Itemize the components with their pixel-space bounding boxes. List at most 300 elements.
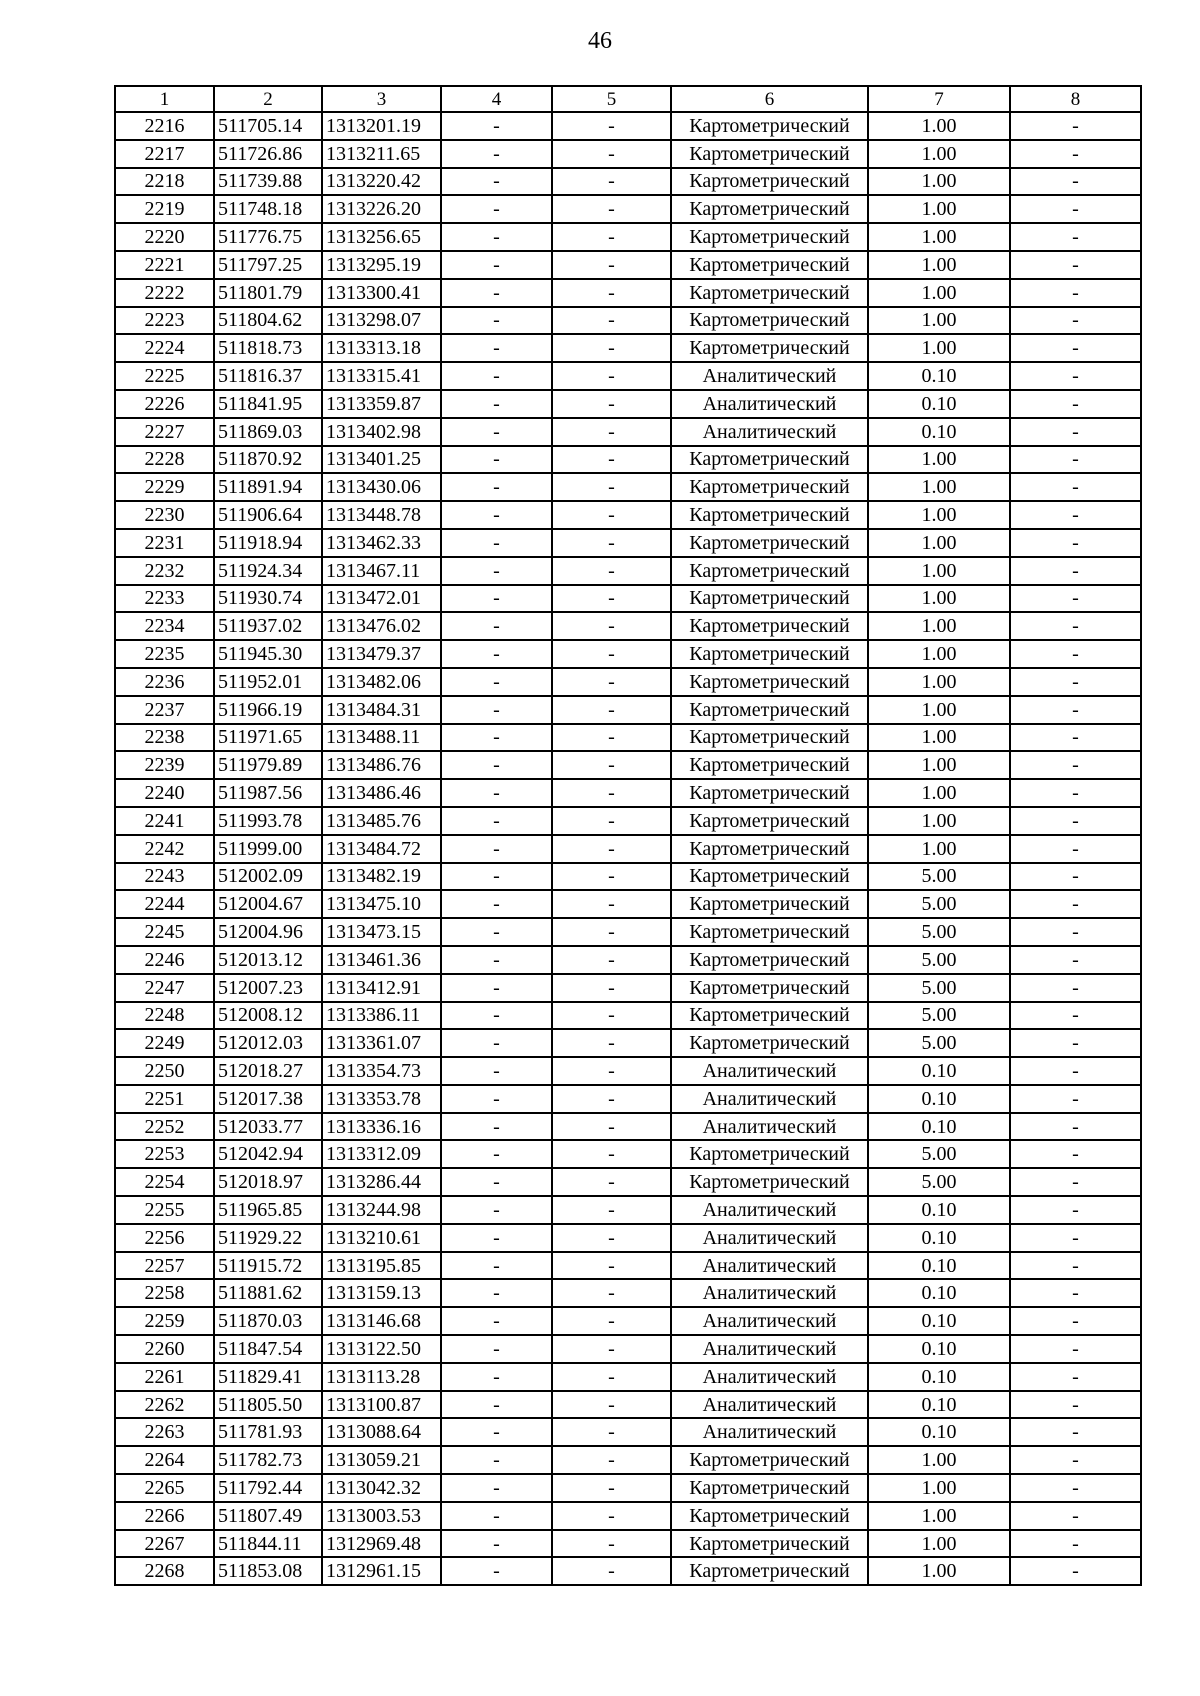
method-cell: Аналитический — [671, 1196, 868, 1224]
col8-cell: - — [1010, 1335, 1141, 1363]
x-coordinate-cell: 511847.54 — [214, 1335, 322, 1363]
point-number-cell: 2223 — [115, 307, 214, 335]
method-cell: Картометрический — [671, 140, 868, 168]
y-coordinate-cell: 1313211.65 — [322, 140, 441, 168]
col4-cell: - — [441, 1446, 552, 1474]
x-coordinate-cell: 511930.74 — [214, 585, 322, 613]
method-cell: Картометрический — [671, 640, 868, 668]
x-coordinate-cell: 511918.94 — [214, 529, 322, 557]
col5-cell: - — [552, 918, 671, 946]
col4-cell: - — [441, 585, 552, 613]
accuracy-cell: 5.00 — [868, 863, 1010, 891]
table-row — [115, 529, 1141, 557]
accuracy-cell: 1.00 — [868, 140, 1010, 168]
point-number-cell: 2230 — [115, 501, 214, 529]
col5-cell: - — [552, 724, 671, 752]
col4-cell: - — [441, 446, 552, 474]
point-number-cell: 2256 — [115, 1224, 214, 1252]
point-number-cell: 2235 — [115, 640, 214, 668]
x-coordinate-cell: 511705.14 — [214, 112, 322, 140]
y-coordinate-cell: 1313448.78 — [322, 501, 441, 529]
accuracy-cell: 1.00 — [868, 334, 1010, 362]
accuracy-cell: 5.00 — [868, 1002, 1010, 1030]
table-row — [115, 863, 1141, 891]
col5-cell: - — [552, 807, 671, 835]
point-number-cell: 2263 — [115, 1418, 214, 1446]
col8-cell: - — [1010, 807, 1141, 835]
table-row — [115, 1418, 1141, 1446]
col4-cell: - — [441, 1557, 552, 1585]
point-number-cell: 2244 — [115, 890, 214, 918]
accuracy-cell: 1.00 — [868, 446, 1010, 474]
col4-cell: - — [441, 1113, 552, 1141]
accuracy-cell: 1.00 — [868, 195, 1010, 223]
y-coordinate-cell: 1313201.19 — [322, 112, 441, 140]
col5-cell: - — [552, 1557, 671, 1585]
col8-cell: - — [1010, 779, 1141, 807]
col8-cell: - — [1010, 362, 1141, 390]
col4-cell: - — [441, 890, 552, 918]
point-number-cell: 2266 — [115, 1502, 214, 1530]
method-cell: Картометрический — [671, 807, 868, 835]
col5-cell: - — [552, 501, 671, 529]
point-number-cell: 2237 — [115, 696, 214, 724]
method-cell: Аналитический — [671, 1363, 868, 1391]
table-row — [115, 724, 1141, 752]
accuracy-cell: 0.10 — [868, 1279, 1010, 1307]
col4-cell: - — [441, 612, 552, 640]
col8-cell: - — [1010, 946, 1141, 974]
column-header-3: 3 — [322, 86, 441, 112]
y-coordinate-cell: 1313354.73 — [322, 1057, 441, 1085]
x-coordinate-cell: 511979.89 — [214, 751, 322, 779]
point-number-cell: 2254 — [115, 1168, 214, 1196]
x-coordinate-cell: 511816.37 — [214, 362, 322, 390]
point-number-cell: 2222 — [115, 279, 214, 307]
table-row — [115, 1391, 1141, 1419]
point-number-cell: 2238 — [115, 724, 214, 752]
x-coordinate-cell: 512018.97 — [214, 1168, 322, 1196]
col5-cell: - — [552, 1530, 671, 1558]
col8-cell: - — [1010, 1113, 1141, 1141]
col5-cell: - — [552, 168, 671, 196]
table-row — [115, 140, 1141, 168]
column-header-5: 5 — [552, 86, 671, 112]
method-cell: Картометрический — [671, 974, 868, 1002]
point-number-cell: 2242 — [115, 835, 214, 863]
point-number-cell: 2216 — [115, 112, 214, 140]
method-cell: Аналитический — [671, 1418, 868, 1446]
point-number-cell: 2264 — [115, 1446, 214, 1474]
method-cell: Аналитический — [671, 1252, 868, 1280]
x-coordinate-cell: 511870.92 — [214, 446, 322, 474]
col8-cell: - — [1010, 835, 1141, 863]
method-cell: Картометрический — [671, 612, 868, 640]
col4-cell: - — [441, 946, 552, 974]
method-cell: Картометрический — [671, 696, 868, 724]
y-coordinate-cell: 1313088.64 — [322, 1418, 441, 1446]
accuracy-cell: 0.10 — [868, 1252, 1010, 1280]
col5-cell: - — [552, 1474, 671, 1502]
accuracy-cell: 1.00 — [868, 724, 1010, 752]
accuracy-cell: 1.00 — [868, 251, 1010, 279]
accuracy-cell: 0.10 — [868, 1307, 1010, 1335]
y-coordinate-cell: 1313462.33 — [322, 529, 441, 557]
accuracy-cell: 1.00 — [868, 585, 1010, 613]
method-cell: Картометрический — [671, 1474, 868, 1502]
accuracy-cell: 0.10 — [868, 1224, 1010, 1252]
accuracy-cell: 1.00 — [868, 696, 1010, 724]
y-coordinate-cell: 1313461.36 — [322, 946, 441, 974]
method-cell: Картометрический — [671, 529, 868, 557]
table-row — [115, 1474, 1141, 1502]
col4-cell: - — [441, 1530, 552, 1558]
col5-cell: - — [552, 1446, 671, 1474]
col8-cell: - — [1010, 1140, 1141, 1168]
accuracy-cell: 1.00 — [868, 529, 1010, 557]
col5-cell: - — [552, 1085, 671, 1113]
method-cell: Картометрический — [671, 223, 868, 251]
col8-cell: - — [1010, 1391, 1141, 1419]
col5-cell: - — [552, 251, 671, 279]
x-coordinate-cell: 511781.93 — [214, 1418, 322, 1446]
method-cell: Картометрический — [671, 1530, 868, 1558]
method-cell: Картометрический — [671, 835, 868, 863]
col4-cell: - — [441, 640, 552, 668]
col4-cell: - — [441, 473, 552, 501]
col5-cell: - — [552, 1391, 671, 1419]
table-row — [115, 1307, 1141, 1335]
col8-cell: - — [1010, 1363, 1141, 1391]
col8-cell: - — [1010, 974, 1141, 1002]
accuracy-cell: 1.00 — [868, 307, 1010, 335]
col8-cell: - — [1010, 751, 1141, 779]
col5-cell: - — [552, 1335, 671, 1363]
col4-cell: - — [441, 1196, 552, 1224]
accuracy-cell: 1.00 — [868, 1502, 1010, 1530]
col4-cell: - — [441, 974, 552, 1002]
col4-cell: - — [441, 1002, 552, 1030]
accuracy-cell: 0.10 — [868, 1418, 1010, 1446]
point-number-cell: 2260 — [115, 1335, 214, 1363]
point-number-cell: 2268 — [115, 1557, 214, 1585]
table-row — [115, 612, 1141, 640]
x-coordinate-cell: 511945.30 — [214, 640, 322, 668]
point-number-cell: 2261 — [115, 1363, 214, 1391]
table-row — [115, 918, 1141, 946]
point-number-cell: 2259 — [115, 1307, 214, 1335]
col4-cell: - — [441, 1168, 552, 1196]
col8-cell: - — [1010, 1168, 1141, 1196]
method-cell: Картометрический — [671, 557, 868, 585]
method-cell: Аналитический — [671, 362, 868, 390]
accuracy-cell: 0.10 — [868, 1085, 1010, 1113]
col4-cell: - — [441, 307, 552, 335]
y-coordinate-cell: 1313486.76 — [322, 751, 441, 779]
col4-cell: - — [441, 168, 552, 196]
accuracy-cell: 1.00 — [868, 807, 1010, 835]
col5-cell: - — [552, 1279, 671, 1307]
x-coordinate-cell: 512002.09 — [214, 863, 322, 891]
accuracy-cell: 0.10 — [868, 1113, 1010, 1141]
point-number-cell: 2218 — [115, 168, 214, 196]
col8-cell: - — [1010, 1002, 1141, 1030]
col5-cell: - — [552, 223, 671, 251]
x-coordinate-cell: 511869.03 — [214, 418, 322, 446]
table-row — [115, 640, 1141, 668]
point-number-cell: 2226 — [115, 390, 214, 418]
table-row — [115, 307, 1141, 335]
col8-cell: - — [1010, 251, 1141, 279]
column-header-7: 7 — [868, 86, 1010, 112]
y-coordinate-cell: 1313361.07 — [322, 1029, 441, 1057]
y-coordinate-cell: 1313482.19 — [322, 863, 441, 891]
col5-cell: - — [552, 612, 671, 640]
x-coordinate-cell: 511929.22 — [214, 1224, 322, 1252]
x-coordinate-cell: 512042.94 — [214, 1140, 322, 1168]
point-number-cell: 2224 — [115, 334, 214, 362]
col5-cell: - — [552, 640, 671, 668]
point-number-cell: 2231 — [115, 529, 214, 557]
x-coordinate-cell: 511807.49 — [214, 1502, 322, 1530]
col4-cell: - — [441, 1335, 552, 1363]
y-coordinate-cell: 1313412.91 — [322, 974, 441, 1002]
col4-cell: - — [441, 251, 552, 279]
col4-cell: - — [441, 1307, 552, 1335]
col5-cell: - — [552, 473, 671, 501]
col4-cell: - — [441, 334, 552, 362]
x-coordinate-cell: 511841.95 — [214, 390, 322, 418]
point-number-cell: 2247 — [115, 974, 214, 1002]
accuracy-cell: 1.00 — [868, 1557, 1010, 1585]
col4-cell: - — [441, 501, 552, 529]
col5-cell: - — [552, 390, 671, 418]
table-row — [115, 751, 1141, 779]
x-coordinate-cell: 511987.56 — [214, 779, 322, 807]
col4-cell: - — [441, 195, 552, 223]
point-number-cell: 2227 — [115, 418, 214, 446]
y-coordinate-cell: 1313286.44 — [322, 1168, 441, 1196]
col5-cell: - — [552, 1224, 671, 1252]
point-number-cell: 2225 — [115, 362, 214, 390]
point-number-cell: 2253 — [115, 1140, 214, 1168]
method-cell: Аналитический — [671, 1279, 868, 1307]
y-coordinate-cell: 1313479.37 — [322, 640, 441, 668]
table-row — [115, 1335, 1141, 1363]
col5-cell: - — [552, 779, 671, 807]
table-row — [115, 279, 1141, 307]
col5-cell: - — [552, 863, 671, 891]
col4-cell: - — [441, 1474, 552, 1502]
y-coordinate-cell: 1313486.46 — [322, 779, 441, 807]
col8-cell: - — [1010, 724, 1141, 752]
y-coordinate-cell: 1313159.13 — [322, 1279, 441, 1307]
table-row — [115, 1557, 1141, 1585]
col5-cell: - — [552, 418, 671, 446]
y-coordinate-cell: 1313485.76 — [322, 807, 441, 835]
col5-cell: - — [552, 1029, 671, 1057]
method-cell: Картометрический — [671, 890, 868, 918]
method-cell: Аналитический — [671, 1113, 868, 1141]
col8-cell: - — [1010, 446, 1141, 474]
col8-cell: - — [1010, 1224, 1141, 1252]
table-body — [115, 112, 1141, 1585]
method-cell: Картометрический — [671, 585, 868, 613]
x-coordinate-cell: 511844.11 — [214, 1530, 322, 1558]
col4-cell: - — [441, 1363, 552, 1391]
point-number-cell: 2234 — [115, 612, 214, 640]
method-cell: Картометрический — [671, 279, 868, 307]
accuracy-cell: 1.00 — [868, 1474, 1010, 1502]
table-row — [115, 1196, 1141, 1224]
col8-cell: - — [1010, 585, 1141, 613]
x-coordinate-cell: 511804.62 — [214, 307, 322, 335]
table-row — [115, 418, 1141, 446]
table-row — [115, 112, 1141, 140]
y-coordinate-cell: 1313300.41 — [322, 279, 441, 307]
y-coordinate-cell: 1313386.11 — [322, 1002, 441, 1030]
accuracy-cell: 1.00 — [868, 557, 1010, 585]
x-coordinate-cell: 512018.27 — [214, 1057, 322, 1085]
table-row — [115, 1029, 1141, 1057]
x-coordinate-cell: 512017.38 — [214, 1085, 322, 1113]
col4-cell: - — [441, 557, 552, 585]
table-row — [115, 1224, 1141, 1252]
col4-cell: - — [441, 1140, 552, 1168]
accuracy-cell: 5.00 — [868, 918, 1010, 946]
col5-cell: - — [552, 835, 671, 863]
col5-cell: - — [552, 1196, 671, 1224]
x-coordinate-cell: 511906.64 — [214, 501, 322, 529]
y-coordinate-cell: 1313476.02 — [322, 612, 441, 640]
col8-cell: - — [1010, 473, 1141, 501]
method-cell: Аналитический — [671, 1224, 868, 1252]
table-row — [115, 779, 1141, 807]
y-coordinate-cell: 1313226.20 — [322, 195, 441, 223]
table-row — [115, 807, 1141, 835]
point-number-cell: 2262 — [115, 1391, 214, 1419]
x-coordinate-cell: 511915.72 — [214, 1252, 322, 1280]
table-row — [115, 1057, 1141, 1085]
x-coordinate-cell: 511782.73 — [214, 1446, 322, 1474]
x-coordinate-cell: 512004.67 — [214, 890, 322, 918]
method-cell: Картометрический — [671, 446, 868, 474]
col8-cell: - — [1010, 1474, 1141, 1502]
y-coordinate-cell: 1313146.68 — [322, 1307, 441, 1335]
accuracy-cell: 1.00 — [868, 473, 1010, 501]
point-number-cell: 2219 — [115, 195, 214, 223]
col5-cell: - — [552, 140, 671, 168]
point-number-cell: 2232 — [115, 557, 214, 585]
method-cell: Картометрический — [671, 195, 868, 223]
method-cell: Картометрический — [671, 918, 868, 946]
col8-cell: - — [1010, 168, 1141, 196]
col5-cell: - — [552, 946, 671, 974]
method-cell: Аналитический — [671, 390, 868, 418]
y-coordinate-cell: 1313359.87 — [322, 390, 441, 418]
col5-cell: - — [552, 696, 671, 724]
x-coordinate-cell: 511748.18 — [214, 195, 322, 223]
point-number-cell: 2258 — [115, 1279, 214, 1307]
col8-cell: - — [1010, 334, 1141, 362]
y-coordinate-cell: 1313195.85 — [322, 1252, 441, 1280]
column-header-2: 2 — [214, 86, 322, 112]
y-coordinate-cell: 1313430.06 — [322, 473, 441, 501]
col4-cell: - — [441, 1391, 552, 1419]
point-number-cell: 2229 — [115, 473, 214, 501]
col4-cell: - — [441, 1279, 552, 1307]
method-cell: Картометрический — [671, 1502, 868, 1530]
y-coordinate-cell: 1313100.87 — [322, 1391, 441, 1419]
point-number-cell: 2245 — [115, 918, 214, 946]
accuracy-cell: 0.10 — [868, 1335, 1010, 1363]
col8-cell: - — [1010, 195, 1141, 223]
x-coordinate-cell: 511792.44 — [214, 1474, 322, 1502]
table-row — [115, 251, 1141, 279]
accuracy-cell: 0.10 — [868, 362, 1010, 390]
method-cell: Картометрический — [671, 1557, 868, 1585]
col8-cell: - — [1010, 1502, 1141, 1530]
x-coordinate-cell: 511829.41 — [214, 1363, 322, 1391]
table-row — [115, 1446, 1141, 1474]
column-header-8: 8 — [1010, 86, 1141, 112]
table-row — [115, 1363, 1141, 1391]
col8-cell: - — [1010, 1057, 1141, 1085]
col4-cell: - — [441, 362, 552, 390]
col4-cell: - — [441, 779, 552, 807]
y-coordinate-cell: 1313313.18 — [322, 334, 441, 362]
method-cell: Аналитический — [671, 1057, 868, 1085]
col8-cell: - — [1010, 529, 1141, 557]
accuracy-cell: 1.00 — [868, 112, 1010, 140]
col8-cell: - — [1010, 557, 1141, 585]
accuracy-cell: 0.10 — [868, 1196, 1010, 1224]
col8-cell: - — [1010, 1307, 1141, 1335]
y-coordinate-cell: 1313244.98 — [322, 1196, 441, 1224]
col5-cell: - — [552, 1113, 671, 1141]
point-number-cell: 2267 — [115, 1530, 214, 1558]
col5-cell: - — [552, 585, 671, 613]
col5-cell: - — [552, 1168, 671, 1196]
y-coordinate-cell: 1313484.31 — [322, 696, 441, 724]
col5-cell: - — [552, 112, 671, 140]
x-coordinate-cell: 511999.00 — [214, 835, 322, 863]
table-row — [115, 446, 1141, 474]
col8-cell: - — [1010, 390, 1141, 418]
point-number-cell: 2236 — [115, 668, 214, 696]
y-coordinate-cell: 1313210.61 — [322, 1224, 441, 1252]
col8-cell: - — [1010, 501, 1141, 529]
point-number-cell: 2228 — [115, 446, 214, 474]
point-number-cell: 2233 — [115, 585, 214, 613]
y-coordinate-cell: 1313488.11 — [322, 724, 441, 752]
method-cell: Картометрический — [671, 668, 868, 696]
accuracy-cell: 5.00 — [868, 890, 1010, 918]
col8-cell: - — [1010, 1530, 1141, 1558]
table-row — [115, 1530, 1141, 1558]
col8-cell: - — [1010, 307, 1141, 335]
x-coordinate-cell: 512033.77 — [214, 1113, 322, 1141]
col4-cell: - — [441, 1029, 552, 1057]
method-cell: Картометрический — [671, 168, 868, 196]
col5-cell: - — [552, 529, 671, 557]
method-cell: Картометрический — [671, 724, 868, 752]
point-number-cell: 2243 — [115, 863, 214, 891]
point-number-cell: 2265 — [115, 1474, 214, 1502]
table-row — [115, 195, 1141, 223]
col8-cell: - — [1010, 140, 1141, 168]
point-number-cell: 2241 — [115, 807, 214, 835]
